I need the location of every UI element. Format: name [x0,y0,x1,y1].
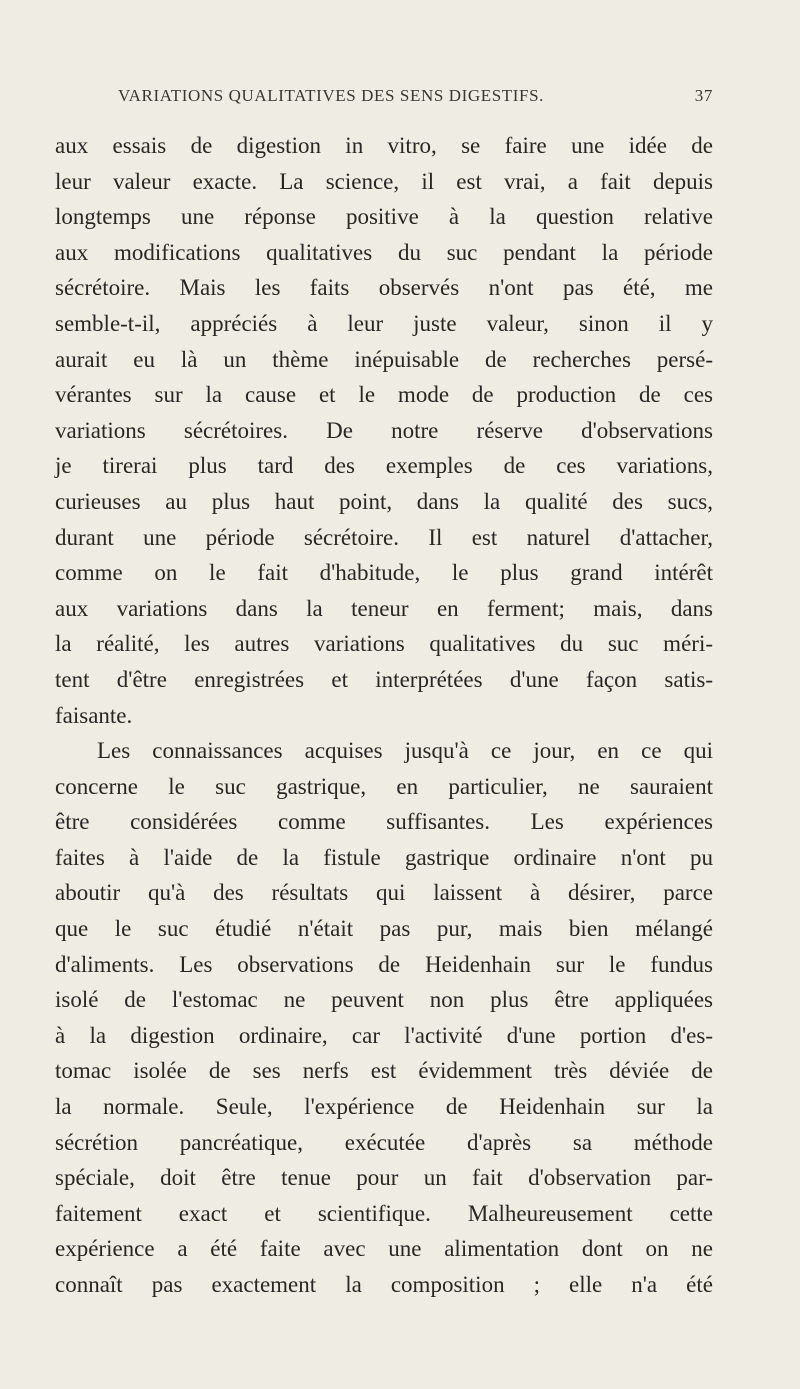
text-line: aux modifications qualitatives du suc pendant la période [55,239,713,265]
text-line: faitement exact et scientifique. Malheureusement cette [55,1200,713,1226]
text-line: à la digestion ordinaire, car l'activité d'une portion d'es- [55,1022,713,1048]
text-line: expérience a été faite avec une alimentation dont on ne [55,1236,713,1262]
text-line: la réalité, les autres variations qualitatives du suc méri- [55,631,713,657]
text-line: concerne le suc gastrique, en particulier, ne sauraient [55,773,713,799]
text-line: la normale. Seule, l'expérience de Heidenhain sur la [55,1094,713,1120]
text-line: d'aliments. Les observations de Heidenhain sur le fundus [55,951,713,977]
text-line: aux essais de digestion in vitro, se faire une idée de [55,133,713,158]
text-line: leur valeur exacte. La science, il est vrai, a fait depuis [55,168,713,194]
paragraph-end-line: faisante. [55,702,133,728]
text-line: longtemps une réponse positive à la question relative [55,204,713,230]
text-line: tent d'être enregistrées et interprétées d'une façon satis- [55,666,713,692]
text-line: que le suc étudié n'était pas pur, mais bien mélangé [55,916,713,942]
text-line: aboutir qu'à des résultats qui laissent à désirer, parce [55,880,713,906]
text-line: isolé de l'estomac ne peuvent non plus être appliquées [55,987,713,1013]
text-line: sécrétion pancréatique, exécutée d'après sa méthode [55,1129,713,1155]
text-line: comme on le fait d'habitude, le plus grand intérêt [55,560,713,586]
text-line: être considérées comme suffisantes. Les expériences [55,809,713,835]
text-line: curieuses au plus haut point, dans la qualité des sucs, [55,488,713,514]
text-line: durant une période sécrétoire. Il est naturel d'attacher, [55,524,713,550]
text-line: sécrétoire. Mais les faits observés n'ont pas été, me [55,275,713,301]
text-line: faites à l'aide de la fistule gastrique ordinaire n'ont pu [55,844,713,870]
page-number: 37 [694,86,713,105]
running-header [118,86,713,112]
text-line: tomac isolée de ses nerfs est évidemment très déviée de [55,1058,713,1084]
text-line: spéciale, doit être tenue pour un fait d'observation par- [55,1165,713,1191]
body-text [55,128,713,1303]
text-line: je tirerai plus tard des exemples de ces variations, [55,453,713,479]
text-line: variations sécrétoires. De notre réserve d'observations [55,417,713,443]
text-line: aurait eu là un thème inépuisable de recherches persé- [55,346,713,372]
text-line: aux variations dans la teneur en ferment; mais, dans [55,595,713,621]
text-line: semble-t-il, appréciés à leur juste valeur, sinon il y [55,310,713,336]
running-title: VARIATIONS QUALITATIVES DES SENS DIGESTIFS. [118,86,545,105]
paragraph-start-line: Les connaissances acquises jusqu'à ce jour, en ce qui [97,738,713,764]
text-line: connaît pas exactement la composition ; elle n'a été [55,1272,713,1297]
text-line: vérantes sur la cause et le mode de production de ces [55,382,713,408]
